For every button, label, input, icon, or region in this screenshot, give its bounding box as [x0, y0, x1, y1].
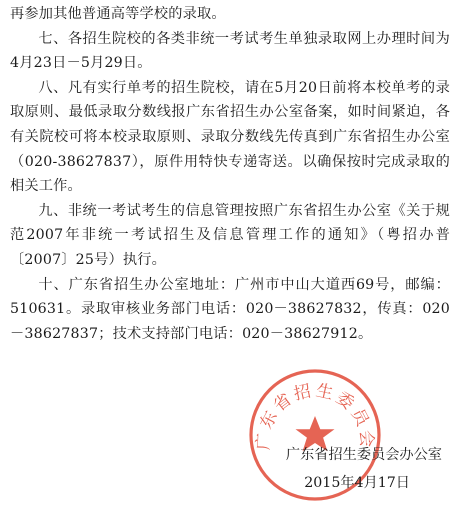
- signature-organization: 广东省招生委员会办公室: [285, 447, 442, 463]
- paragraph-continuation: 再参加其他普通高等学校的录取。: [10, 6, 226, 22]
- seal-text: 广东省招生委员会: [253, 380, 377, 451]
- signature-date: 2015年4月17日: [304, 475, 410, 491]
- document-body: [10, 2, 450, 346]
- paragraph-item-8: 八、凡有实行单考的招生院校，请在5月20日前将本校单考的录取原则、最低录取分数线报广东省招生办公室备案，如时间紧迫，各有关院校可将本校录取原则、录取分数线先传真到广东省招生办公室（020-38627837），原件用特快专递寄送。以确保按时完成录取的相关工作。: [10, 79, 450, 195]
- paragraph-item-10: 十、广东省招生办公室地址：广州市中山大道西69号，邮编：510631。录取审核业务部门电话：020－38627832，传真：020－38627837；技术支持部门电话：020－38627912。: [10, 276, 450, 342]
- paragraph-item-7: 七、各招生院校的各类非统一考试考生单独录取网上办理时间为4月23日－5月29日。: [10, 30, 450, 72]
- paragraph-item-9: 九、非统一考试考生的信息管理按照广东省招生办公室《关于规范2007年非统一考试招生及信息管理工作的通知》（粤招办普〔2007〕25号）执行。: [10, 202, 450, 268]
